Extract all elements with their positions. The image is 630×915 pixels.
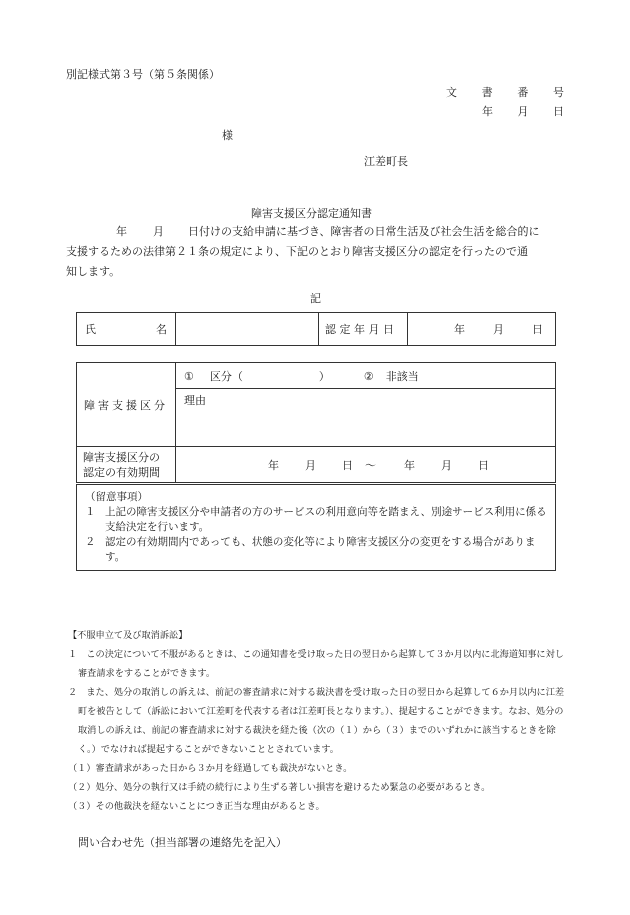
contact-info: 問い合わせ先（担当部署の連絡先を記入）: [78, 836, 287, 849]
appeal-section: [68, 626, 568, 816]
appeal-condition-2: （２）処分、処分の執行又は手続の続行により生ずる著しい損害を避けるため緊急の必要があるとき。: [68, 782, 491, 793]
ki-label: 記: [310, 292, 321, 305]
category-options-row: ① 区分（ ） ② 非該当: [176, 363, 556, 389]
form-number: 別記様式第３号（第５条関係）: [66, 68, 220, 81]
intro-line-3: 知します。: [66, 265, 121, 278]
intro-line-2: 支援するための法律第２１条の規定により、下記のとおり障害支援区分の認定を行ったので通: [66, 245, 528, 258]
note-item: ２ 認定の有効期間内であっても、状態の変化等により障害支援区分の変更をする場合があります。: [85, 536, 536, 563]
reason-field[interactable]: [176, 389, 556, 447]
note-item: １ 上記の障害支援区分や申請者の方のサービスの利用意向等を踏まえ、別途サービス利用に係る支給決定を行います。: [85, 506, 547, 533]
cert-date-label: 認 定 年 月 日: [319, 313, 408, 346]
document-title: 障害支援区分認定通知書: [251, 207, 372, 220]
issue-date-label: 年 月 日: [482, 105, 564, 118]
support-category-label: 障害支援区分: [77, 363, 176, 447]
option-1-number: ①: [184, 369, 194, 383]
appeal-condition-1: （１）審査請求があった日から３か月を経過しても裁決がないとき。: [68, 763, 353, 774]
issuer-name: 江差町長: [364, 155, 408, 168]
reason-label: 理由: [184, 394, 206, 407]
cert-date-value-field[interactable]: 年 月 日: [408, 313, 556, 346]
name-date-table: [76, 312, 556, 346]
notes-box: [76, 484, 556, 571]
appeal-paragraph-1: １ この決定について不服があるときは、この通知書を受け取った日の翌日から起算して３か月以内に北海道知事に対し審査請求をすることができます。: [68, 649, 564, 679]
support-category-table: [76, 362, 556, 483]
document-number-label: 文 書 番 号: [446, 86, 564, 99]
appeal-paragraph-2: ２ また、処分の取消しの訴えは、前記の審査請求に対する裁決書を受け取った日の翌日から起算して６か月以内に江差町を被告として（訴訟において江差町を代表する者は江差町長となります。）、提起することができます。なお、処分の取消しの訴えは、前記の審査請求に対する裁決を経た後（次の（１）から（３）までのいずれかに該当するときを除く。）でなければ提起することができないこととされています。: [68, 687, 565, 755]
appeal-condition-3: （３）その他裁決を経ないことにつき正当な理由があるとき。: [68, 801, 325, 812]
intro-paragraph: [66, 222, 566, 282]
notes-heading: （留意事項）: [85, 491, 148, 503]
name-label-cell: 氏 名: [77, 313, 176, 346]
intro-line-1: 年 月 日付けの支給申請に基づき、障害者の日常生活及び社会生活を総合的に: [116, 225, 540, 238]
addressee-suffix: 様: [222, 129, 233, 142]
option-1-label: 区分（: [209, 369, 243, 383]
option-2-label: 非該当: [385, 369, 419, 383]
validity-period-field[interactable]: 年 月 日 ～ 年 月 日: [176, 447, 556, 483]
appeal-heading: 【不服申立て及び取消訴訟】: [68, 630, 188, 641]
name-value-field[interactable]: [176, 313, 319, 346]
validity-label: 障害支援区分の 認定の有効期間: [77, 447, 176, 483]
option-2-number: ②: [363, 369, 374, 383]
